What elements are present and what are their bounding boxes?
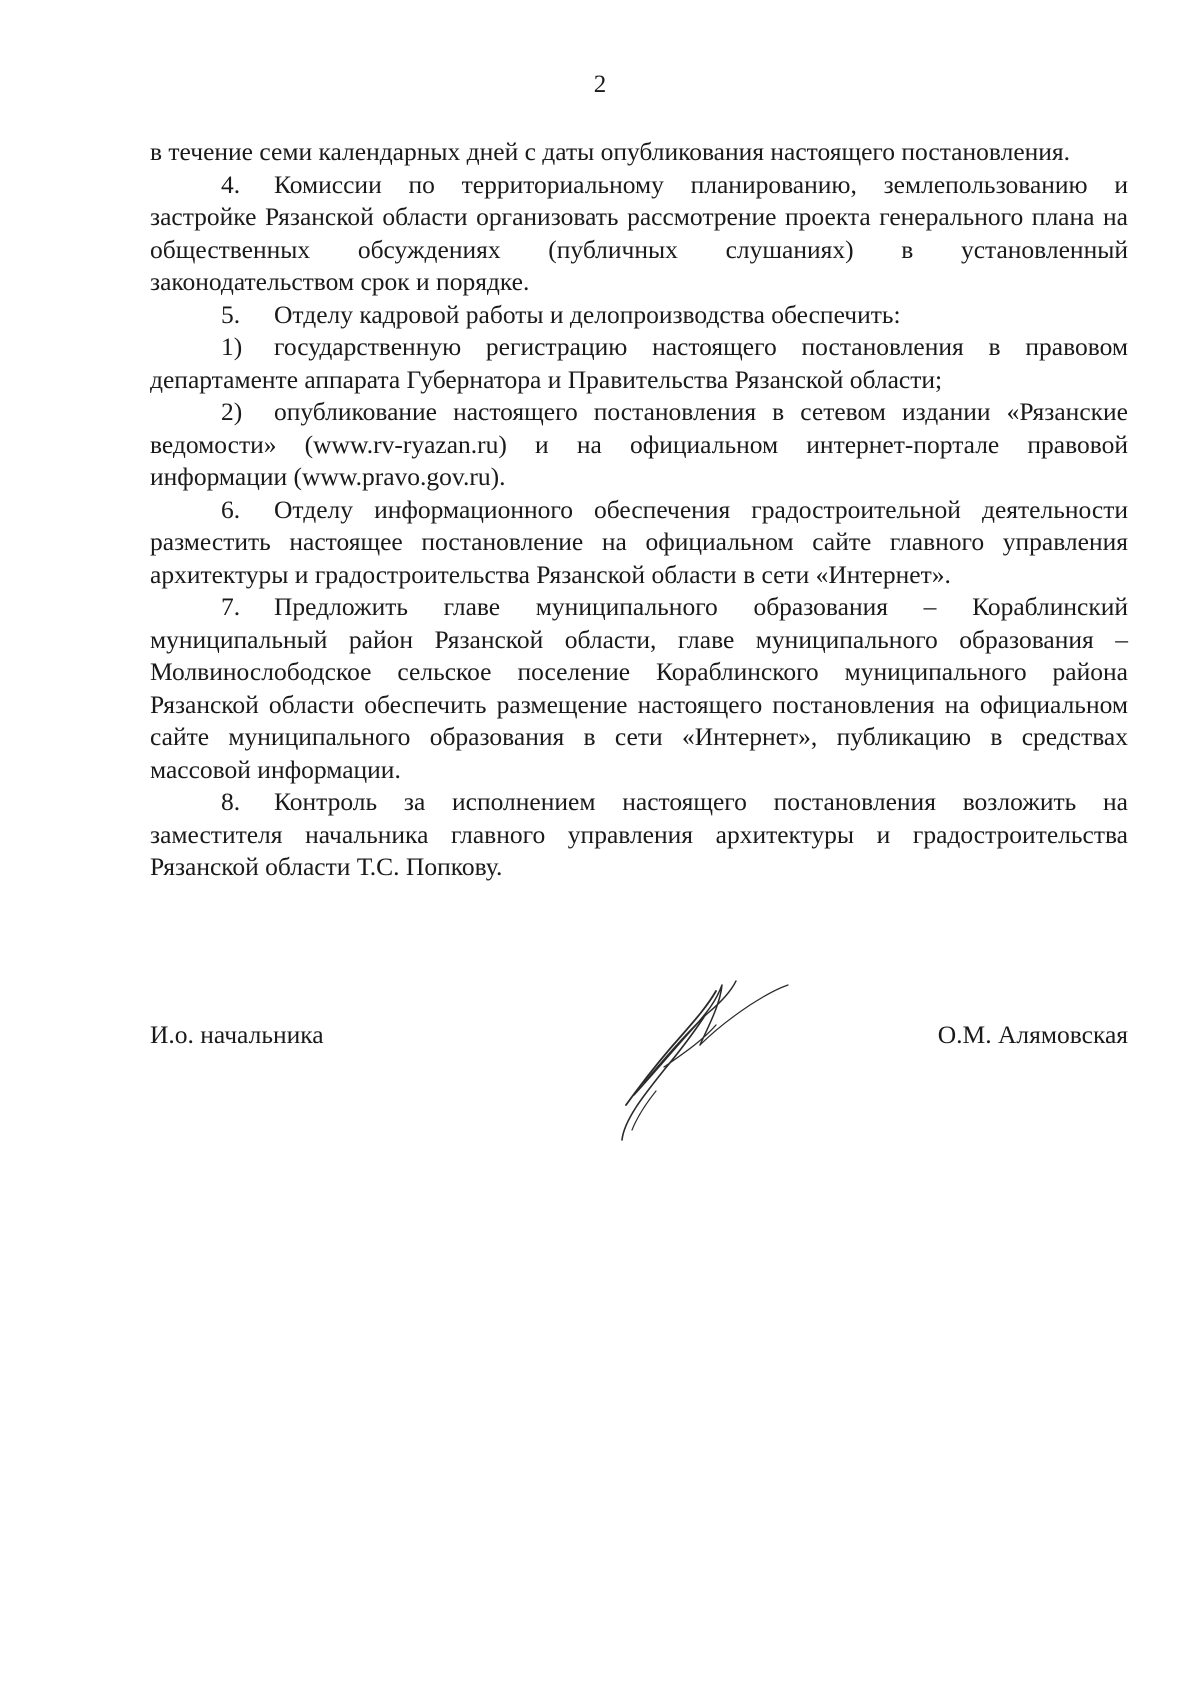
paragraph-text: Контроль за исполнением настоящего постановления возложить на заместителя начальника главного управления архитектуры и градостроительства Рязанской области Т.С. Попкову. [150,787,1128,881]
paragraph-subitem-2 [150,396,1128,494]
paragraph-text: государственную регистрацию настоящего постановления в правовом департаменте аппарата Губернатора и Правительства Рязанской области; [150,332,1128,394]
paragraph-item-4 [150,169,1128,299]
paragraph-continuation [150,136,1128,169]
paragraph-text: в течение семи календарных дней с даты опубликования настоящего постановления. [150,137,1071,166]
signer-position: И.о. начальника [150,1020,324,1049]
paragraph-item-5 [150,299,1128,332]
paragraph-subitem-1 [150,331,1128,396]
paragraph-text: Комиссии по территориальному планированию, землепользованию и застройке Рязанской области организовать рассмотрение проекта генерального плана на общественных обсуждениях (публичных слушаниях) в установленный законодательством срок и порядке. [150,169,1128,296]
paragraph-number: 7. [221,592,241,621]
paragraph-number: 2) [221,397,243,426]
paragraph-text: Отделу информационного обеспечения градостроительной деятельности разместить настоящее постановление на официальном сайте главного управления архитектуры и градостроительства Рязанской области в сети «Интернет». [150,494,1128,589]
handwritten-signature [604,955,794,1155]
paragraph-text: опубликование настоящего постановления в сетевом издании «Рязанские ведомости» (www.rv-ryazan.ru) и на официальном интернет-портале правовой информации (www.pravo.gov.ru). [150,397,1128,491]
paragraph-item-8 [150,786,1128,884]
paragraph-number: 4. [221,169,241,199]
paragraph-number: 5. [221,299,241,329]
page-number: 2 [593,71,607,98]
document-body [150,136,1128,884]
paragraph-item-7 [150,591,1128,786]
paragraph-text: Предложить главе муниципального образования – Кораблинский муниципальный район Рязанской области, главе муниципального образования – Молвинослободское сельское поселение Кораблинского муниципального района Рязанской области обеспечить размещение настоящего постановления на официальном сайте муниципального образования в сети «Интернет», публикацию в средствах массовой информации. [150,592,1128,784]
paragraph-text: Отделу кадровой работы и делопроизводства обеспечить: [274,299,901,329]
paragraph-item-6 [150,494,1128,592]
paragraph-number: 1) [221,332,243,361]
paragraph-number: 8. [221,787,241,816]
signer-name: О.М. Алямовская [937,1020,1128,1049]
signature-scribble-icon [604,955,794,1155]
paragraph-number: 6. [221,494,241,524]
